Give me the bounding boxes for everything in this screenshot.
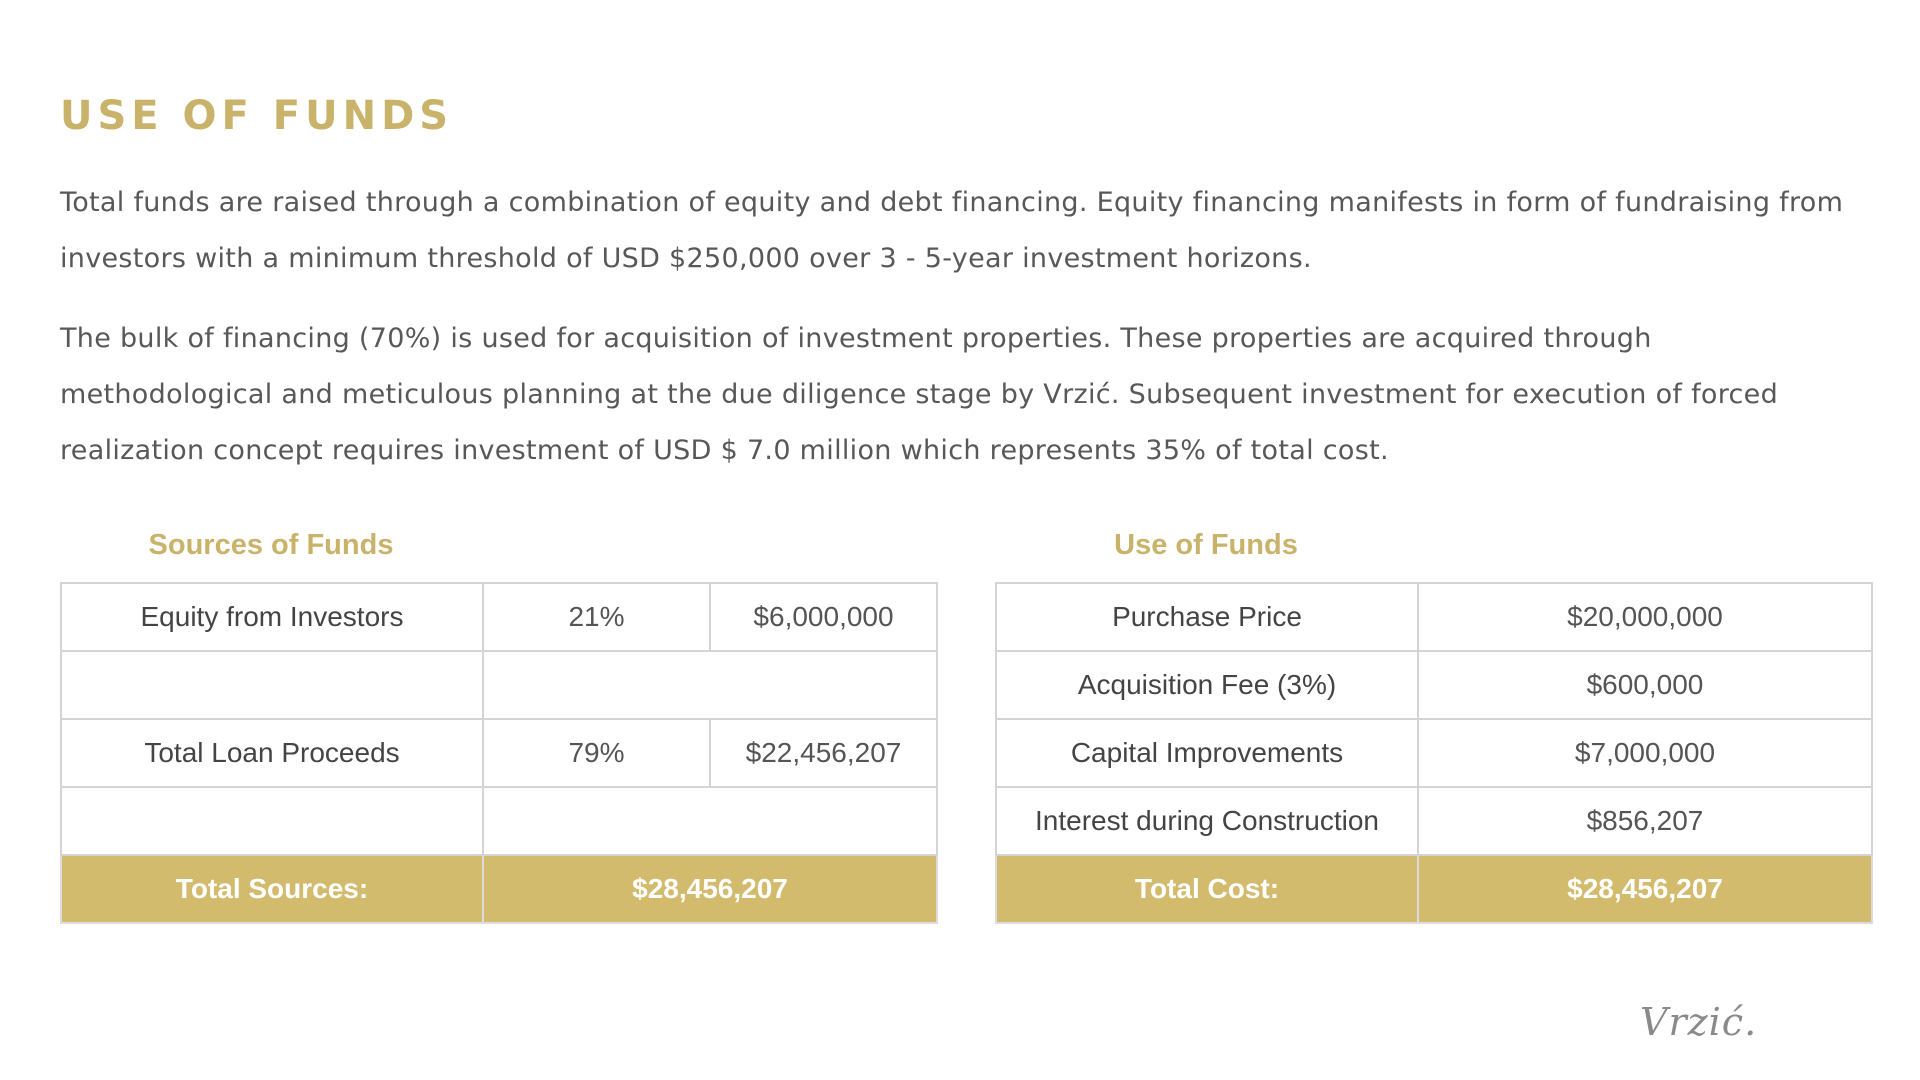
intro-text — [60, 175, 1850, 503]
intro-paragraph: The bulk of financing (70%) is used for acquisition of investment properties. These properties are acquired through methodological and meticulous planning at the due diligence stage by Vrzić. Subsequent investment for execution of forced realization concept requires investment of USD $ 7.0 million which represents 35% of total cost. — [60, 323, 1779, 466]
use-label-cell: Interest during Construction — [996, 787, 1418, 855]
table-row — [996, 719, 1872, 787]
table-row — [61, 651, 937, 719]
table-row — [61, 719, 937, 787]
use-label-cell: Purchase Price — [996, 583, 1418, 651]
table-row — [996, 583, 1872, 651]
page-title: USE OF FUNDS — [60, 93, 454, 139]
sources-of-funds-table — [60, 582, 938, 924]
total-row — [996, 855, 1872, 923]
source-percent-cell: 79% — [483, 719, 710, 787]
source-empty-cell — [483, 787, 937, 855]
source-label-cell: Total Loan Proceeds — [61, 719, 483, 787]
use-amount-cell: $856,207 — [1418, 787, 1872, 855]
total-sources-label: Total Sources: — [61, 855, 483, 923]
vrzic-signature-logo: Vrzić. — [1640, 1000, 1758, 1044]
source-empty-cell — [483, 651, 937, 719]
table-row — [996, 651, 1872, 719]
source-amount-cell: $22,456,207 — [710, 719, 937, 787]
source-label-cell — [61, 651, 483, 719]
sources-table-caption: Sources of Funds — [148, 529, 394, 561]
use-amount-cell: $20,000,000 — [1418, 583, 1872, 651]
source-amount-cell: $6,000,000 — [710, 583, 937, 651]
use-of-funds-table — [995, 582, 1873, 924]
table-row — [61, 583, 937, 651]
table-row — [996, 787, 1872, 855]
source-label-cell: Equity from Investors — [61, 583, 483, 651]
use-label-cell: Acquisition Fee (3%) — [996, 651, 1418, 719]
source-percent-cell: 21% — [483, 583, 710, 651]
total-cost-value: $28,456,207 — [1418, 855, 1872, 923]
total-cost-label: Total Cost: — [996, 855, 1418, 923]
source-label-cell — [61, 787, 483, 855]
use-amount-cell: $7,000,000 — [1418, 719, 1872, 787]
intro-paragraph: Total funds are raised through a combination of equity and debt financing. Equity financing manifests in form of fundraising from investors with a minimum threshold of USD $250,000 over 3 - 5-year investment horizons. — [60, 187, 1844, 274]
use-amount-cell: $600,000 — [1418, 651, 1872, 719]
total-sources-value: $28,456,207 — [483, 855, 937, 923]
total-row — [61, 855, 937, 923]
use-label-cell: Capital Improvements — [996, 719, 1418, 787]
uses-table-caption: Use of Funds — [1114, 529, 1298, 561]
table-row — [61, 787, 937, 855]
